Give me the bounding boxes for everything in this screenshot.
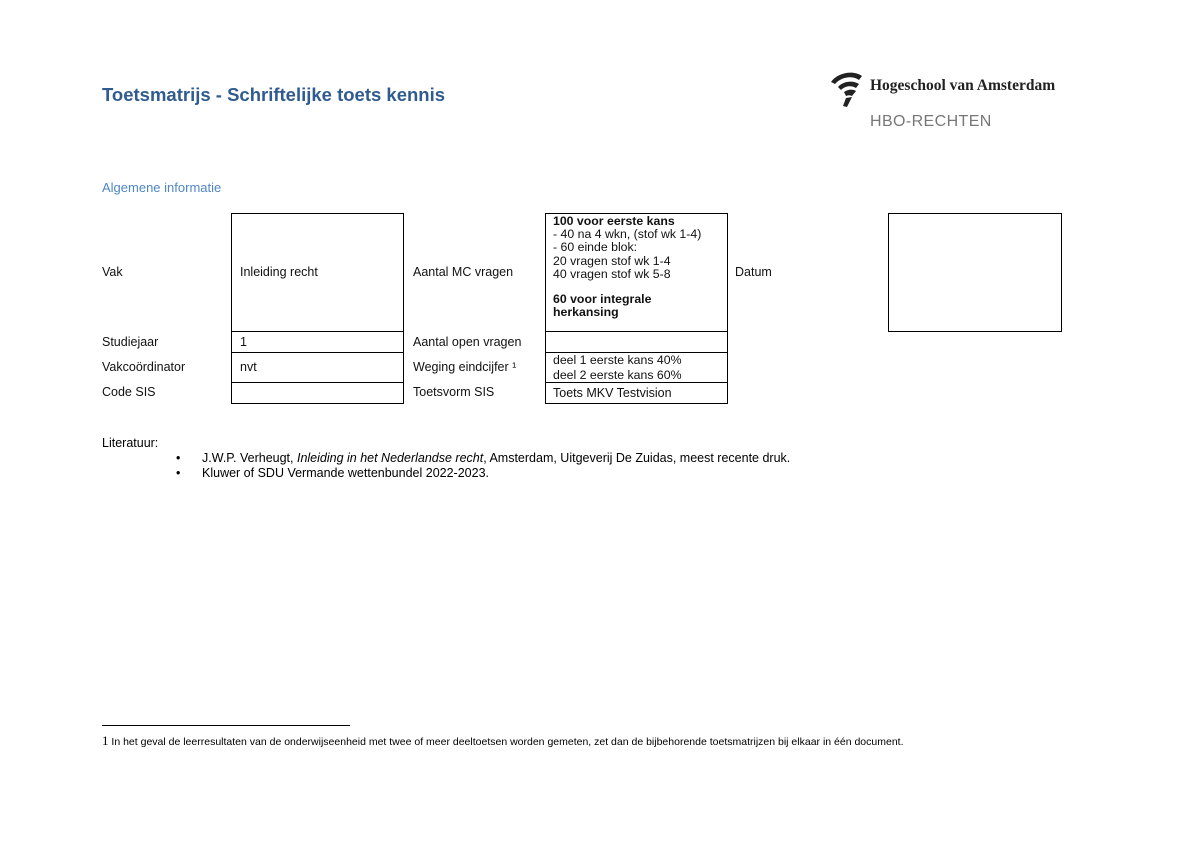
page-title: Toetsmatrijs - Schriftelijke toets kennis	[102, 84, 446, 105]
mc-line-1: 100 voor eerste kans	[553, 214, 675, 228]
weging-label: Weging eindcijfer ¹	[413, 360, 517, 374]
code-sis-field	[231, 382, 404, 404]
aantal-open-field	[545, 331, 728, 353]
list-item	[176, 451, 790, 466]
code-sis-label: Code SIS	[102, 385, 156, 399]
footnote-text: In het geval de leerresultaten van de onderwijseenheid met twee of meer deeltoetsen worden gemeten, zet dan de bijbehorende toetsmatrijzen bij elkaar in één document.	[108, 736, 904, 748]
vakcoordinator-field	[231, 352, 404, 383]
vak-field	[231, 213, 404, 332]
mc-line-5: 40 vragen stof wk 5-8	[553, 266, 671, 281]
logo-department: HBO-RECHTEN	[870, 113, 992, 130]
vak-label: Vak	[102, 265, 123, 279]
weging-field	[545, 352, 728, 383]
studiejaar-label: Studiejaar	[102, 335, 159, 349]
vak-value: Inleiding recht	[240, 265, 318, 279]
literature-label: Literatuur:	[102, 436, 159, 450]
hva-logo-icon	[828, 70, 864, 108]
footnote-number: 1	[102, 733, 109, 748]
studiejaar-value: 1	[240, 335, 247, 349]
mc-line-2: - 40 na 4 wkn, (stof wk 1-4)	[553, 227, 702, 242]
mc-line-7: herkansing	[553, 305, 619, 320]
bullet-icon: •	[176, 451, 181, 465]
toetsvorm-field	[545, 382, 728, 404]
logo	[826, 68, 1086, 138]
footnote	[102, 733, 904, 749]
lit-1-after: , Amsterdam, Uitgeverij De Zuidas, meest recente druk.	[483, 451, 791, 465]
weging-line-1: deel 1 eerste kans 40%	[553, 353, 682, 367]
footnote-divider	[102, 725, 350, 726]
mc-line-6: 60 voor integrale	[553, 292, 652, 307]
toetsvorm-label: Toetsvorm SIS	[413, 385, 495, 399]
datum-label: Datum	[735, 265, 772, 279]
literature-list	[176, 451, 790, 481]
aantal-mc-field	[545, 213, 728, 332]
bullet-icon: •	[176, 466, 181, 480]
aantal-mc-label: Aantal MC vragen	[413, 265, 514, 279]
logo-org-name: Hogeschool van Amsterdam	[870, 77, 1056, 94]
vakcoordinator-label: Vakcoördinator	[102, 360, 186, 374]
toetsvorm-value: Toets MKV Testvision	[553, 386, 672, 400]
studiejaar-field	[231, 331, 404, 353]
list-item	[176, 466, 790, 481]
datum-field	[888, 213, 1062, 332]
weging-line-2: deel 2 eerste kans 60%	[553, 367, 682, 382]
mc-line-3: - 60 einde blok:	[553, 240, 638, 255]
lit-2-before: Kluwer of SDU Vermande wettenbundel 2022-2023.	[202, 466, 489, 480]
aantal-open-label: Aantal open vragen	[413, 335, 522, 349]
section-heading: Algemene informatie	[102, 180, 222, 195]
lit-1-before: J.W.P. Verheugt,	[202, 451, 297, 465]
mc-line-4: 20 vragen stof wk 1-4	[553, 253, 671, 268]
vakcoordinator-value: nvt	[240, 360, 257, 374]
lit-1-italic: Inleiding in het Nederlandse recht	[296, 451, 484, 465]
